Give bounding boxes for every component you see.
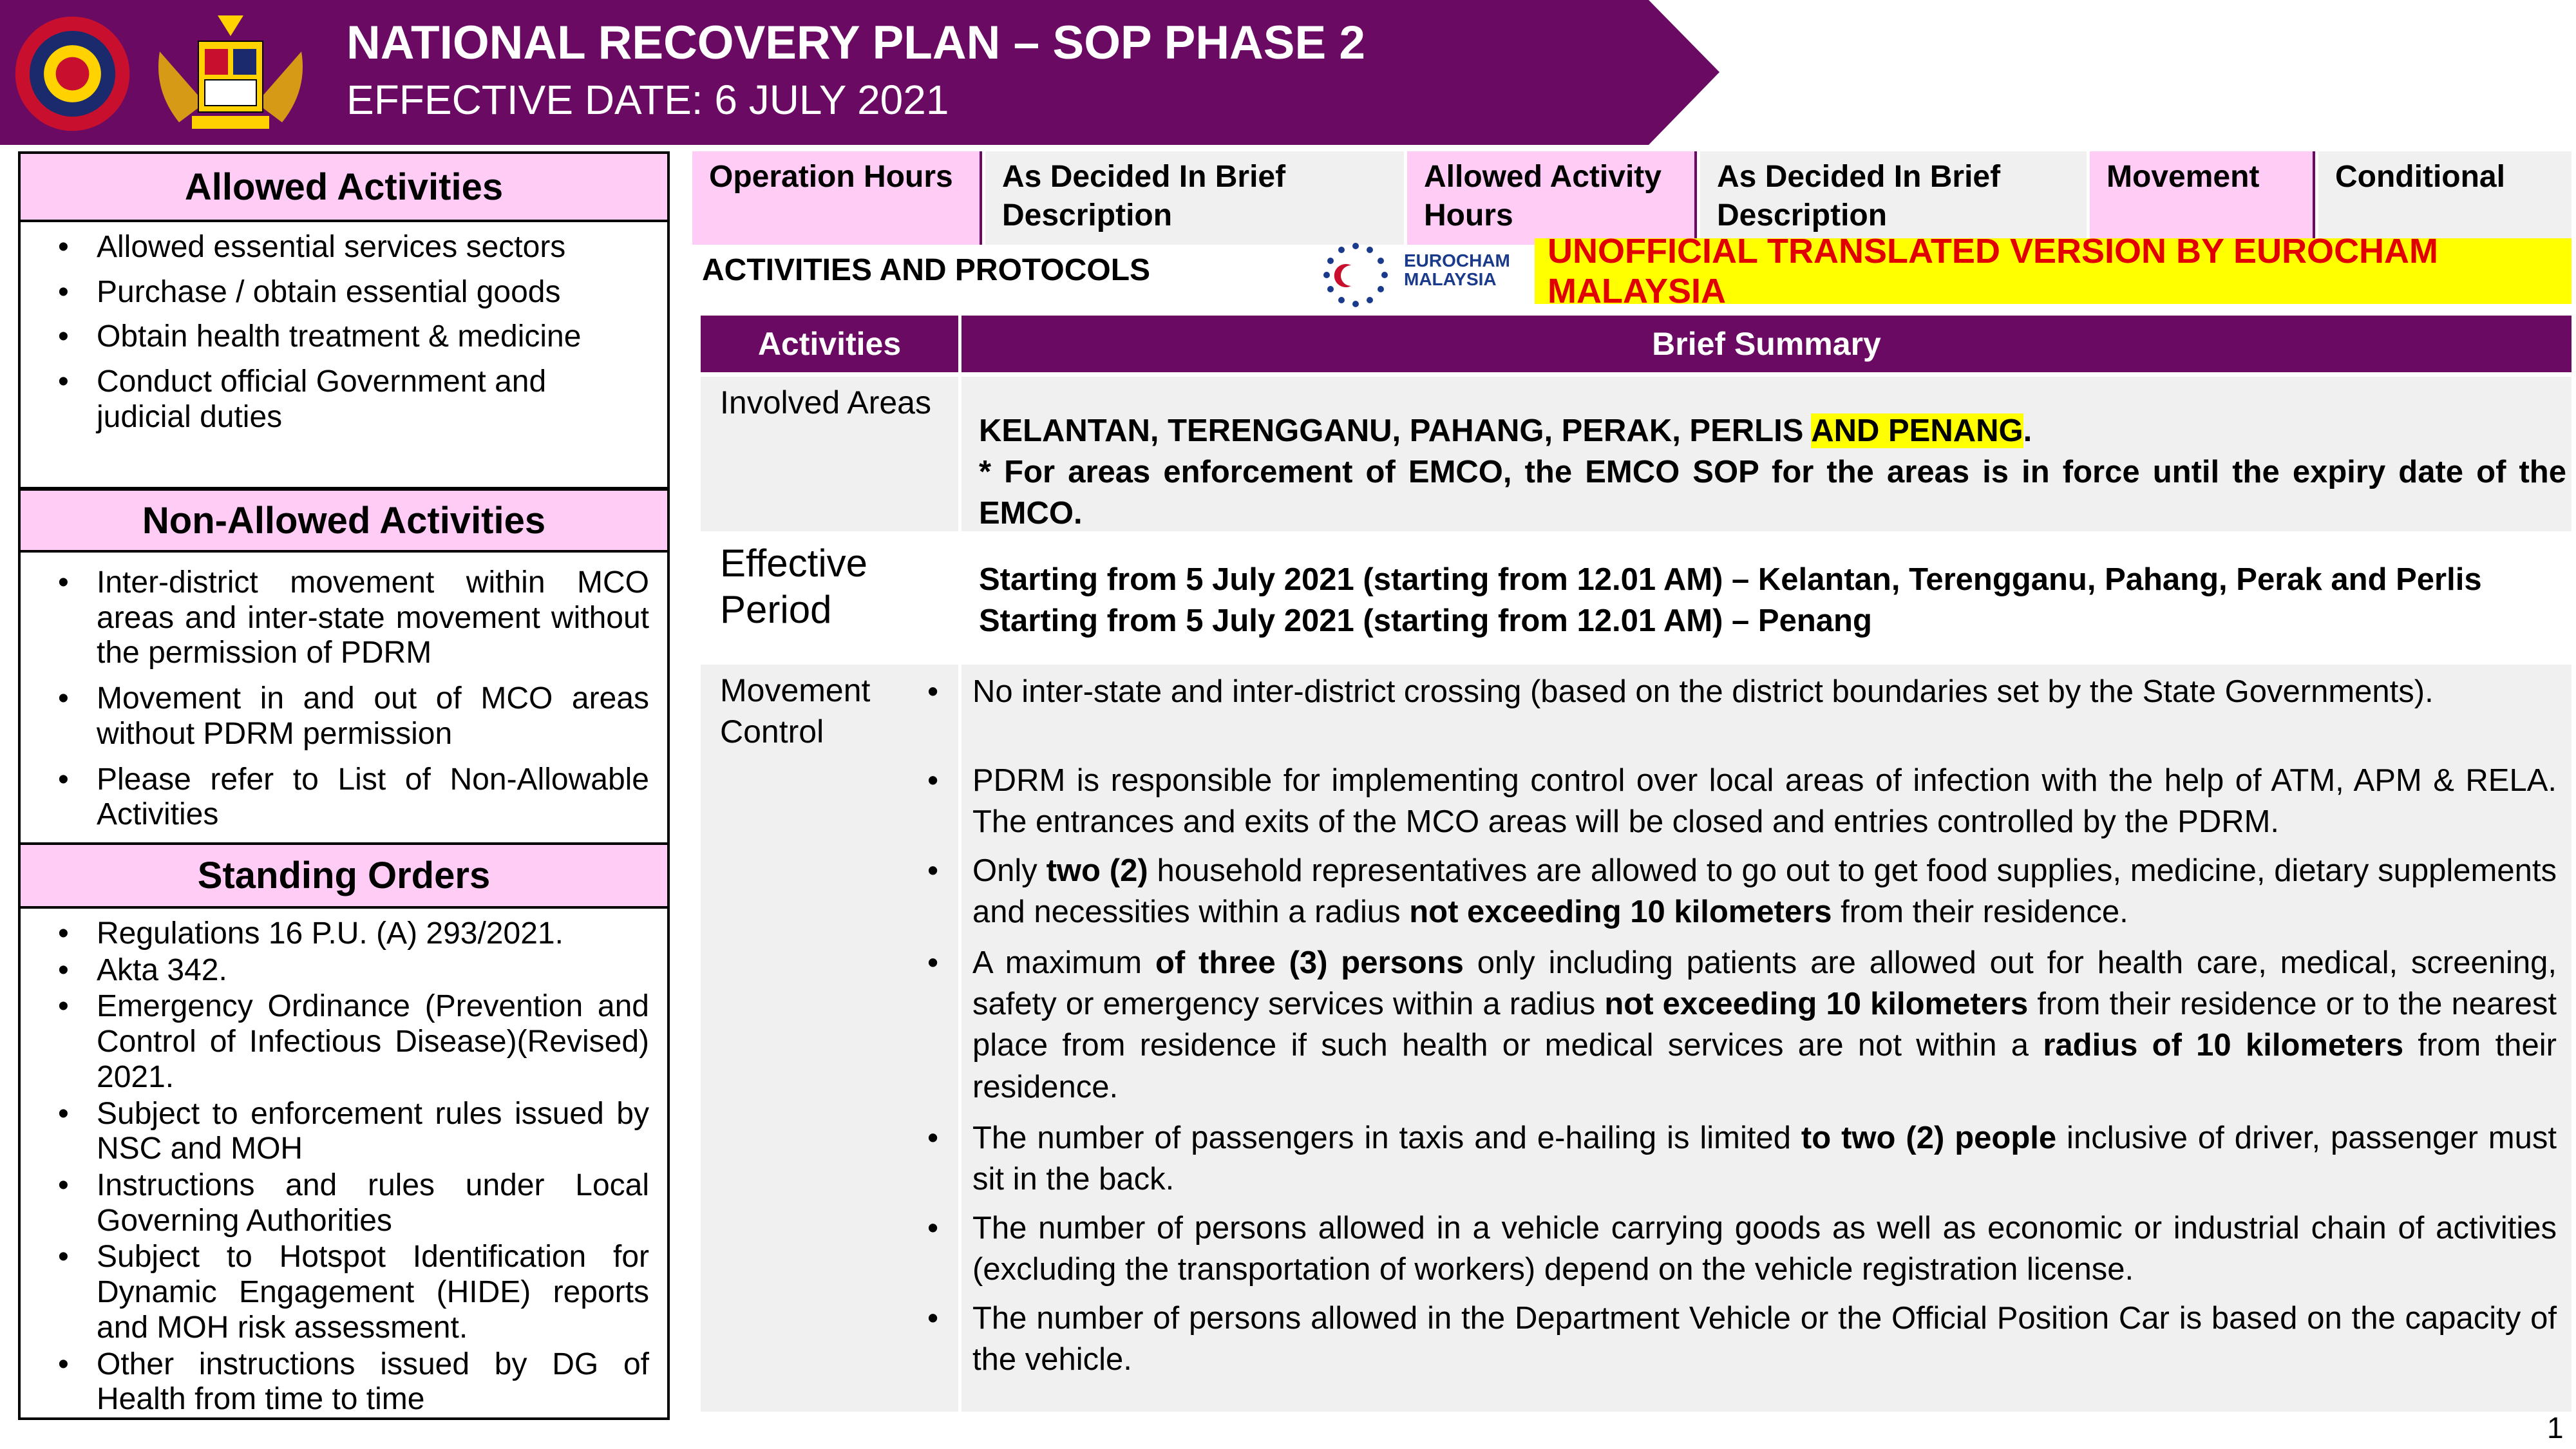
involved-states-end: . xyxy=(2023,413,2032,448)
movement-control-label: Movement Control xyxy=(701,665,958,1412)
movement-rule-3: • Only two (2) household representatives are allowed to go out to get food supplies, medicine, dietary supplements and necessities within a radius not exceeding 10 kilometers from their residence. xyxy=(972,850,2557,933)
list-item: • Movement in and out of MCO areas without PDRM permission xyxy=(97,681,649,752)
brief-summary-column-header: Brief Summary xyxy=(961,316,2571,372)
list-item: • Conduct official Government and judicial duties xyxy=(97,365,649,435)
activities-column-header: Activities xyxy=(701,316,958,372)
malaysia-coat-of-arms xyxy=(140,13,321,135)
involved-states-highlight: AND PENANG xyxy=(1811,413,2023,448)
eu-stars-icon xyxy=(1320,240,1391,310)
movement-label: Movement xyxy=(2090,151,2315,245)
eurocham-logo xyxy=(1320,240,1526,310)
effective-period-content xyxy=(979,559,2566,641)
page-number: 1 xyxy=(2547,1411,2564,1444)
operation-hours-label: Operation Hours xyxy=(692,151,982,245)
list-item: • Instructions and rules under Local Governing Authorities xyxy=(97,1168,649,1238)
list-item: • Please refer to List of Non-Allowable Activities xyxy=(97,762,649,833)
movement-rule-1: • No inter-state and inter-district crossing (based on the district boundaries set by the State Governments). xyxy=(972,671,2557,712)
non-allowed-activities-heading: Non-Allowed Activities xyxy=(18,488,670,553)
allowed-activities-list xyxy=(18,222,670,489)
non-allowed-activities-list xyxy=(18,553,670,844)
unofficial-translation-notice: UNOFFICIAL TRANSLATED VERSION BY EUROCHAM MALAYSIA xyxy=(1535,238,2571,304)
page-title: NATIONAL RECOVERY PLAN – SOP PHASE 2 xyxy=(346,17,1366,69)
list-item: • Allowed essential services sectors xyxy=(97,230,649,265)
movement-rule-2: • PDRM is responsible for implementing control over local areas of infection with the help of ATM, APM & RELA. The entrances and exits of the MCO areas will be closed and entries controlled by the PDRM. xyxy=(972,760,2557,842)
involved-areas-content xyxy=(979,410,2566,535)
movement-rule-7: • The number of persons allowed in the Department Vehicle or the Official Position Car is based on the capacity of the vehicle. xyxy=(972,1298,2557,1380)
effective-date: EFFECTIVE DATE: 6 JULY 2021 xyxy=(346,77,949,123)
list-item: • Subject to Hotspot Identification for Dynamic Engagement (HIDE) reports and MOH risk assessment. xyxy=(97,1240,649,1345)
effective-period-line2: Starting from 5 July 2021 (starting from 12.01 AM) – Penang xyxy=(979,603,1872,639)
allowed-activities-heading: Allowed Activities xyxy=(18,151,670,222)
involved-areas-label: Involved Areas xyxy=(701,377,958,531)
list-item: • Obtain health treatment & medicine xyxy=(97,319,649,355)
emco-note: * For areas enforcement of EMCO, the EMCO SOP for the areas is in force until the expiry date of the EMCO. xyxy=(979,455,2566,531)
eurocham-name-line2: MALAYSIA xyxy=(1404,269,1497,290)
involved-states: KELANTAN, TERENGGANU, PAHANG, PERAK, PERLIS xyxy=(979,413,1812,448)
movement-rule-6: • The number of persons allowed in a vehicle carrying goods as well as economic or industrial chain of activities (excluding the transportation of workers) depend on the vehicle registration license. xyxy=(972,1208,2557,1290)
movement-rule-4: • A maximum of three (3) persons only including patients are allowed out for health care, medical, screening, safety or emergency services within a radius not exceeding 10 kilometers from their residence or to the nearest place from residence if such health or medical services are not within a radius of 10 kilometers from their residence. xyxy=(972,942,2557,1108)
activities-and-protocols-label: ACTIVITIES AND PROTOCOLS xyxy=(702,253,1151,287)
allowed-activity-hours-label: Allowed Activity Hours xyxy=(1407,151,1697,245)
standing-orders-list xyxy=(18,909,670,1420)
effective-period-label: Effective Period xyxy=(720,542,868,631)
movement-rule-5: • The number of passengers in taxis and e-hailing is limited to two (2) people inclusive of driver, passenger must sit in the back. xyxy=(972,1117,2557,1200)
list-item: • Regulations 16 P.U. (A) 293/2021. xyxy=(97,916,649,952)
list-item: • Subject to enforcement rules issued by NSC and MOH xyxy=(97,1097,649,1167)
list-item: • Emergency Ordinance (Prevention and Control of Infectious Disease)(Revised) 2021. xyxy=(97,989,649,1095)
list-item: • Purchase / obtain essential goods xyxy=(97,275,649,310)
effective-period-line1: Starting from 5 July 2021 (starting from 12.01 AM) – Kelantan, Terengganu, Pahang, Perak and Perlis xyxy=(979,562,2482,597)
list-item: • Inter-district movement within MCO areas and inter-state movement without the permission of PDRM xyxy=(97,565,649,671)
allowed-activity-hours-value: As Decided In Brief Description xyxy=(1700,151,2087,245)
operation-hours-value: As Decided In Brief Description xyxy=(985,151,1404,245)
eurocham-name-line1: EUROCHAM xyxy=(1404,251,1510,270)
nsc-logo xyxy=(13,14,132,133)
list-item: • Other instructions issued by DG of Health from time to time xyxy=(97,1347,649,1417)
movement-value: Conditional xyxy=(2318,151,2571,245)
list-item: • Akta 342. xyxy=(97,953,649,989)
standing-orders-heading: Standing Orders xyxy=(18,842,670,909)
